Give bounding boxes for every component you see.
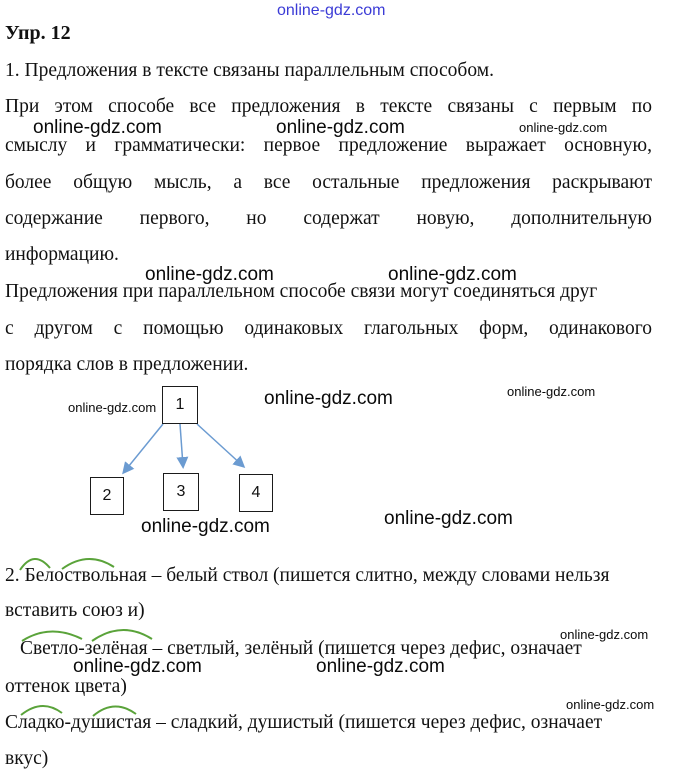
diagram-node-4: 4 [239,474,273,512]
task1-line-9: порядка слов в предложении. [5,354,249,375]
task1-line-6: информацию. [5,244,119,265]
watermark: online-gdz.com [519,120,608,135]
task1-line-2: При этом способе все предложения в тексте связаны с первым по [5,96,652,117]
root-arc-bel [20,559,50,570]
watermark: online-gdz.com [560,627,649,642]
task1-line-7: Предложения при параллельном способе связи могут соединяться друг [5,281,598,302]
task2-line-6: вкус) [5,748,49,769]
diagram-node-3: 3 [163,473,199,511]
watermark: online-gdz.com [316,656,445,677]
root-arc-zelen [92,630,152,641]
task1-line-5: содержание первого, но содержат новую, дополнительную [5,208,652,229]
watermark: online-gdz.com [73,656,202,677]
watermark-top: online-gdz.com [277,2,386,19]
diagram-node-1: 1 [162,386,198,424]
watermark: online-gdz.com [264,388,393,409]
watermark: online-gdz.com [384,508,513,529]
task2-line-2: вставить союз и) [5,600,145,621]
watermark: online-gdz.com [276,117,405,138]
watermark: online-gdz.com [141,516,270,537]
root-arc-stvol [62,559,114,569]
watermark: online-gdz.com [33,117,162,138]
root-arc-svet [22,631,82,641]
task2-line-5: Сладко-душистая – сладкий, душистый (пишется через дефис, означает [5,712,603,733]
task1-line-4: более общую мысль, а все остальные предложения раскрывают [5,172,652,193]
task1-line-8: с другом с помощью одинаковых глагольных форм, одинакового [5,318,652,339]
task1-line-3: смыслу и грамматически: первое предложение выражает основную, [5,135,652,156]
watermark: online-gdz.com [145,264,274,285]
watermark: online-gdz.com [566,697,655,712]
watermark: online-gdz.com [507,384,596,399]
root-arc-dush [93,706,136,716]
root-arc-slad [21,706,62,715]
task2-line-1: 2. Белоствольная – белый ствол (пишется слитно, между словами нельзя [5,565,610,586]
exercise-title: Упр. 12 [5,22,71,44]
watermark: online-gdz.com [68,400,157,415]
diagram-node-2: 2 [90,477,124,515]
task2-line-4: оттенок цвета) [5,676,127,697]
task2-line-3: Светло-зелёная – светлый, зелёный (пишется через дефис, означает [20,638,582,659]
watermark: online-gdz.com [388,264,517,285]
task1-line-1: 1. Предложения в тексте связаны параллельным способом. [5,60,494,81]
